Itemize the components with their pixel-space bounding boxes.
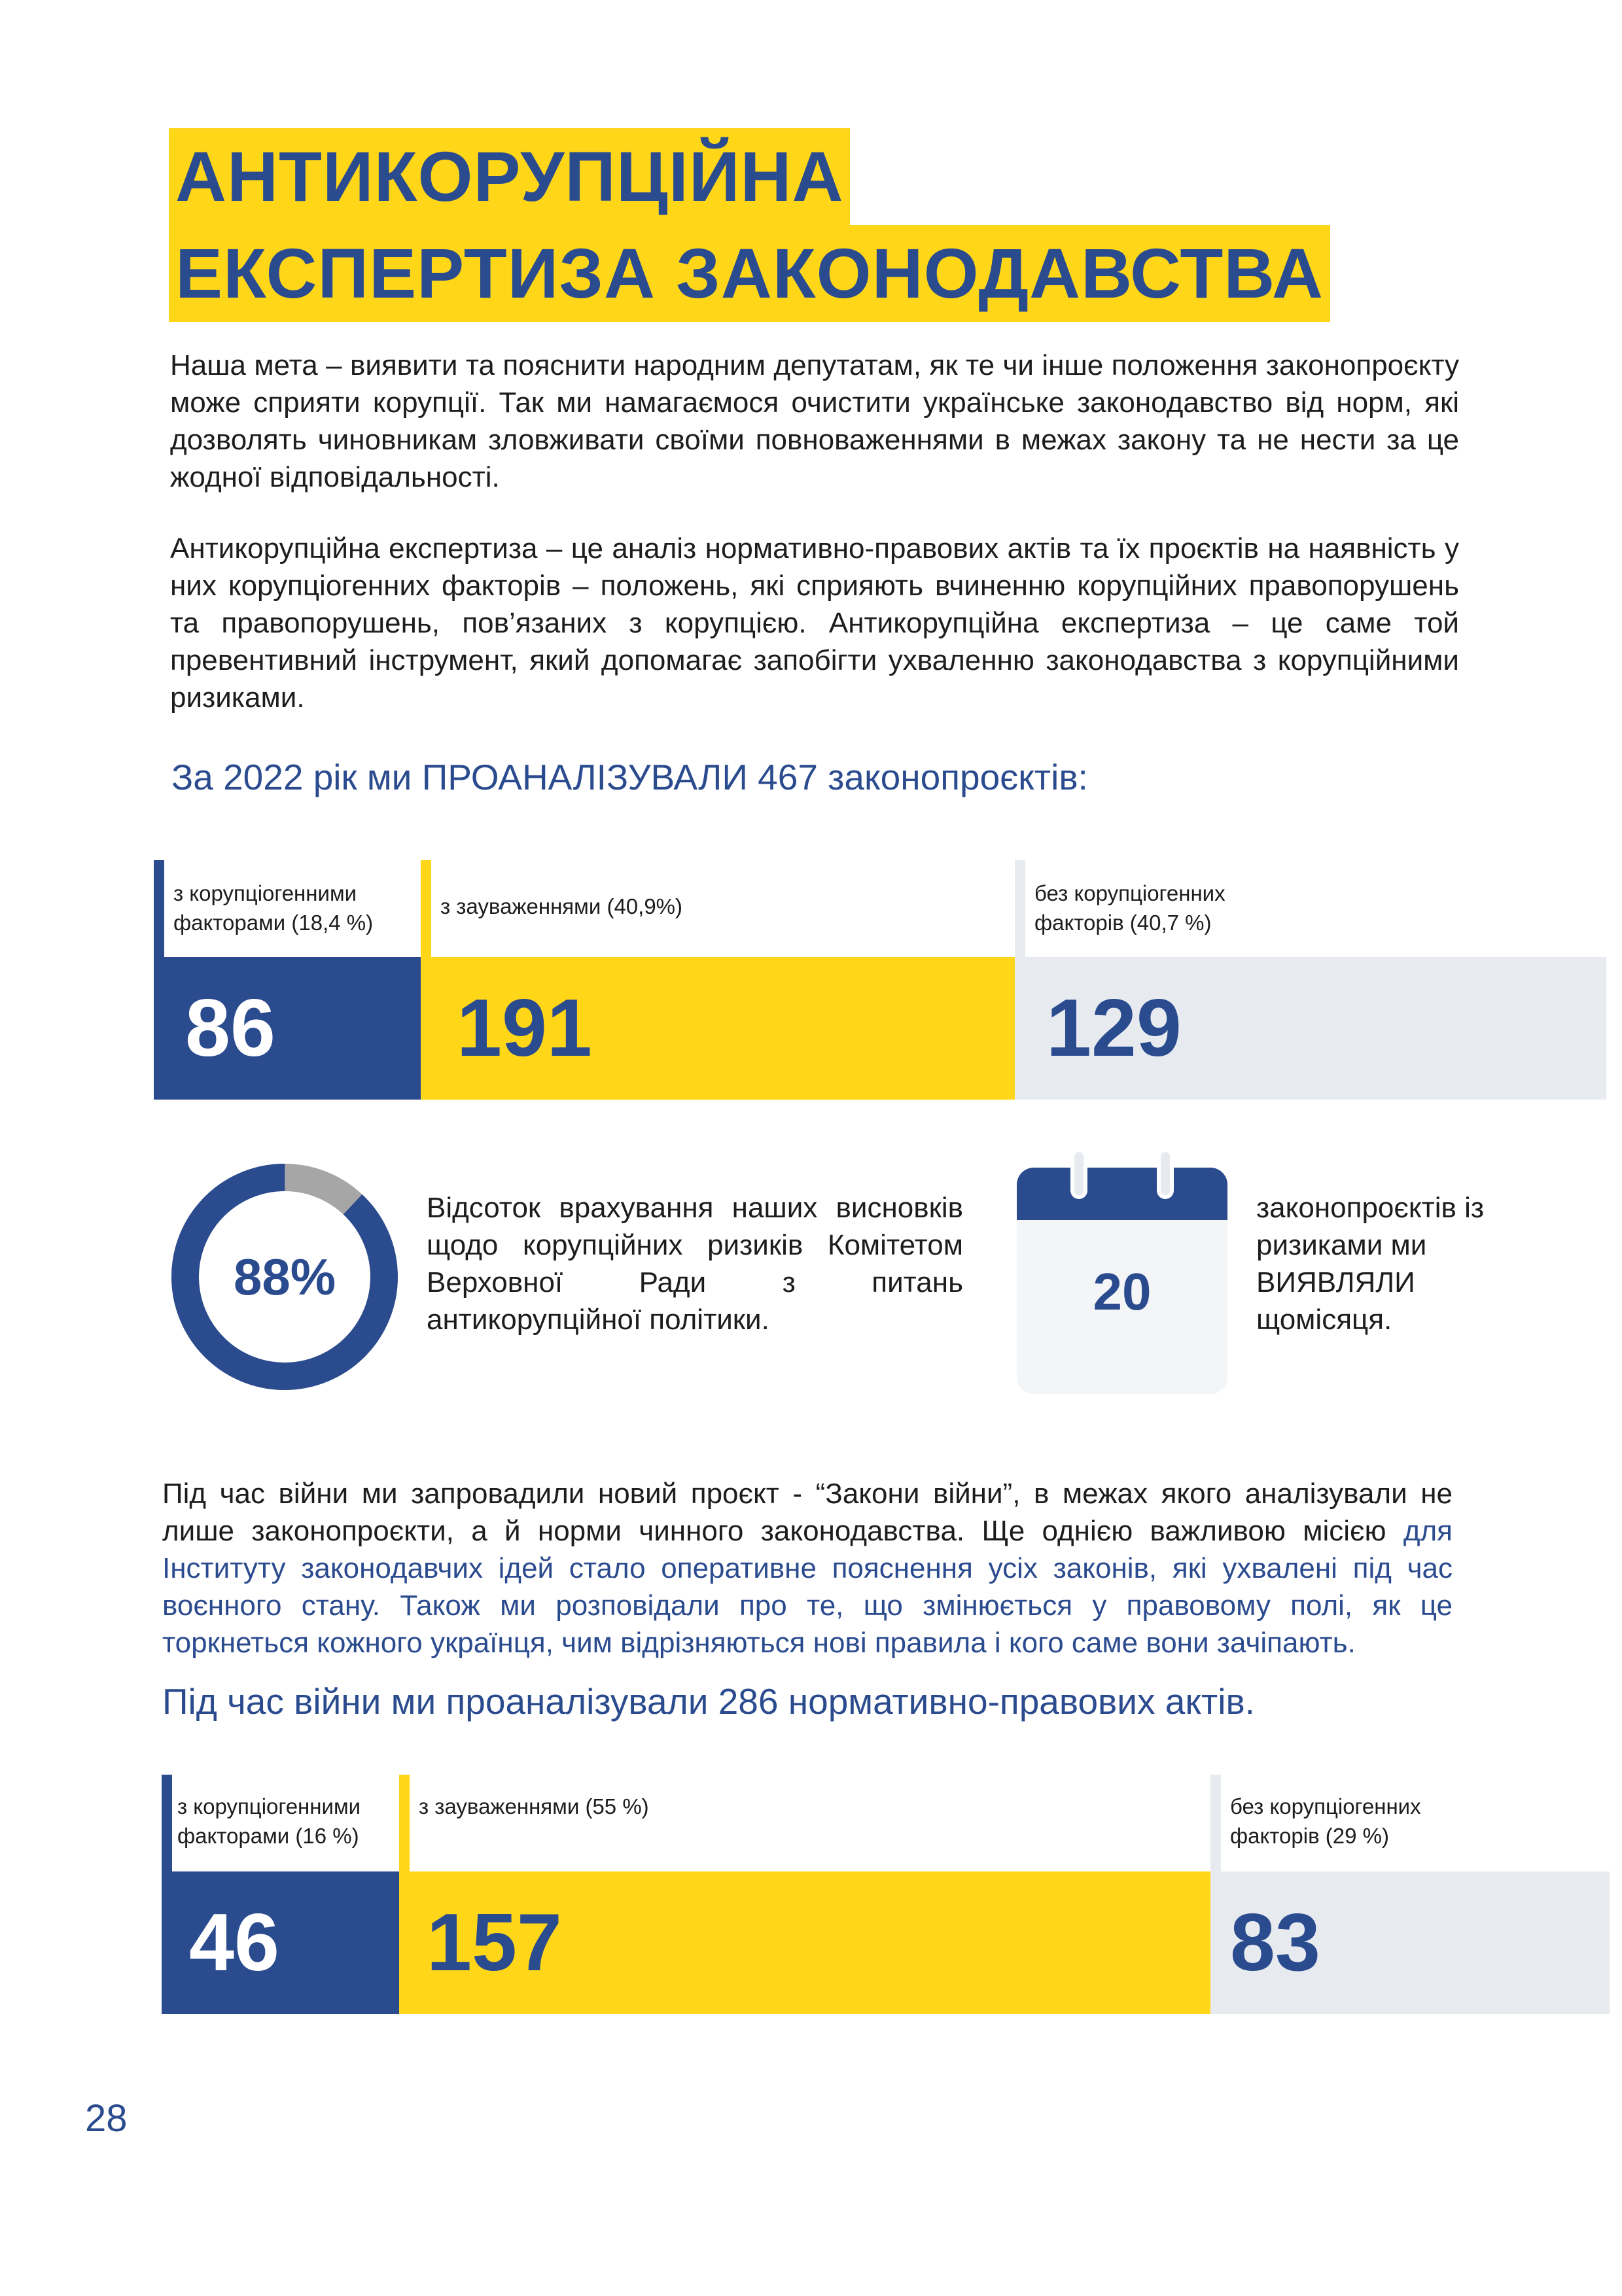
bar-accent <box>399 1775 410 1871</box>
page-title-line-2: ЕКСПЕРТИЗА ЗАКОНОДАВСТВА <box>169 225 1330 322</box>
bar-value: 83 <box>1210 1871 1610 2014</box>
percent-description: Відсоток врахування наших висновків щодо корупційних ризиків Комітетом Верховної Ради з питань антикорупційної політики. <box>427 1192 963 1336</box>
bar-accent <box>162 1775 172 1871</box>
section-heading-2022: За 2022 рік ми ПРОАНАЛІЗУВАЛИ 467 законопроєктів: <box>171 757 1088 797</box>
bar-remarks-2022 <box>421 860 1015 1100</box>
bar-caption: без корупціогенних факторів (40,7 %) <box>1015 860 1606 957</box>
bar-corruption-factors-2022 <box>154 860 421 1100</box>
bar-caption: з корупціогенними факторами (16 %) <box>162 1775 399 1871</box>
percent-donut <box>167 1159 402 1395</box>
bar-value: 46 <box>162 1871 399 2014</box>
percent-label: 88% <box>233 1247 336 1306</box>
bar-accent <box>1210 1775 1221 1871</box>
bar-caption: з зауваженнями (55 %) <box>399 1775 1210 1871</box>
intro-paragraph-2: Антикорупційна експертиза – це аналіз нормативно-правових актів та їх проєктів на наявність у них корупціогенних факторів – положень, які сприяють вчиненню корупційних правопорушень та правопорушень, пов’язаних з корупцією. Антикорупційна експертиза – це саме той превентивний інструмент, який допомагає запобігти ухваленню законодавства з корупційними ризиками. <box>170 532 1459 714</box>
bar-accent <box>1015 860 1025 957</box>
bar-no-factors-2022 <box>1015 860 1606 1100</box>
bar-caption: з корупціогенними факторами (18,4 %) <box>154 860 421 957</box>
page-number: 28 <box>85 2097 128 2140</box>
section-heading-war: Під час війни ми проаналізували 286 нормативно-правових актів. <box>162 1681 1255 1722</box>
bar-accent <box>154 860 164 957</box>
bar-caption: без корупціогенних факторів (29 %) <box>1210 1775 1610 1871</box>
intro-paragraph-1: Наша мета – виявити та пояснити народним депутатам, як те чи інше положення законопроєкту може сприяти корупції. Так ми намагаємося очистити українське законодавство від норм, які дозволять чиновникам зловживати своїми повноваженнями в межах закону та не нести за це жодної відповідальності. <box>170 349 1459 493</box>
bar-accent <box>421 860 431 957</box>
war-paragraph-dark: Під час війни ми запровадили новий проєкт - “Закони війни”, в межах якого аналізували не лише законопроєкти, а й норми чинного законодавства. Ще однією важливою місією <box>162 1478 1453 1547</box>
bar-corruption-factors-war <box>162 1775 399 2014</box>
calendar-icon <box>1014 1148 1230 1397</box>
bar-remarks-war <box>399 1775 1210 2014</box>
bar-no-factors-war <box>1210 1775 1610 2014</box>
bar-value: 86 <box>154 957 421 1100</box>
calendar-description: законопроєктів із ризиками ми ВИЯВЛЯЛИ щомісяця. <box>1256 1192 1485 1336</box>
bar-value: 191 <box>421 957 1015 1100</box>
page-title-line-1: АНТИКОРУПЦІЙНА <box>169 128 850 225</box>
bar-value: 129 <box>1015 957 1606 1100</box>
calendar-number: 20 <box>1093 1262 1152 1321</box>
bar-value: 157 <box>399 1871 1210 2014</box>
war-paragraph-blue: для Інституту законодавчих ідей стало оперативне пояснення усіх законів, які ухвалені під час воєнного стану. Також ми розповідали про те, що змінюється у правовому полі, як це торкнеться кожного українця, чим відрізняються нові правила і кого саме вони зачіпають. <box>162 1515 1453 1659</box>
bar-caption: з зауваженнями (40,9%) <box>421 860 1015 957</box>
war-paragraph <box>162 1475 1453 1661</box>
